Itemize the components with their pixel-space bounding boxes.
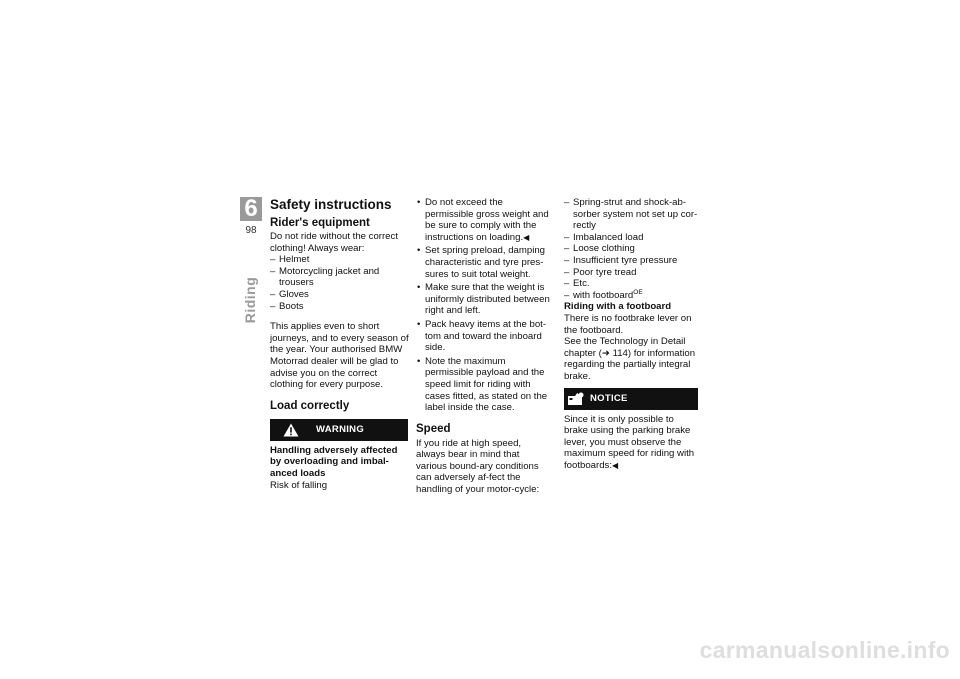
page-number: 98 [245,225,257,236]
riders-equipment-intro: Do not ride without the correct clothing! Always wear: [270,231,398,254]
riders-equipment-paragraph: This applies even to short journeys, and to every season of the year. Your authorised BMW Motorrad dealer will be glad to advise you on the correct clothing for every purpose. [270,321,409,391]
column-1 [270,197,410,491]
footboard-para2: See the Technology in Detail chapter (➜ 114) for information regarding the partially integral brake. [564,336,696,382]
end-marker-icon: ◀ [523,232,530,242]
notice-wrench-icon [566,389,586,409]
list-item: – Motorcycling jacket and trousers [270,266,410,289]
list-item: – Spring-strut and shock-ab-sorber system not set up cor-rectly [564,197,698,232]
list-item: – Gloves [270,289,410,301]
warning-text: Risk of falling [270,479,328,491]
list-item: • Pack heavy items at the bot-tom and toward the inboard side. [416,319,551,354]
page-reference-arrow-icon: ➜ [601,347,613,359]
list-item: – with footboard$^{OE}$ [564,290,698,302]
list-item: – Poor tyre tread [564,267,698,279]
load-heading: Load correctly [270,399,350,412]
footboard-heading: Riding with a footboard [564,301,672,313]
load-bullet-list [416,197,551,414]
watermark: carmanualsonline.info [699,637,950,663]
notice-box [564,388,698,410]
list-item: • Note the maximum permissible payload and the speed limit for riding with cases fitted, as stated on the label inside the case. [416,356,551,414]
warning-box [270,419,408,441]
speed-heading: Speed [416,422,451,435]
list-item: • Do not exceed the permissible gross weight and be sure to comply with the instructions on loading.◀ [416,197,551,243]
list-item: – Helmet [270,254,410,266]
list-item: – Imbalanced load [564,232,698,244]
riders-equipment-heading: Rider's equipment [270,217,370,229]
warning-title: Handling adversely affected by overloading and imbal-anced loads [270,444,398,479]
list-item: • Set spring preload, damping characteristic and tyre pres-sures to suit total weight. [416,245,551,280]
notice-text: Since it is only possible to brake using the parking brake lever, you must observe the maximum speed for riding with footboards:◀ [564,413,695,471]
list-item: – Etc. [564,278,698,290]
section-title: Safety instructions [270,197,392,212]
warning-triangle-icon [280,419,302,441]
page-reference[interactable]: 114 [612,347,628,359]
list-item: – Boots [270,301,410,313]
speed-conditions-list [564,197,698,290]
oe-marker: OE [633,288,643,296]
list-item: • Make sure that the weight is uniformly distributed between right and left. [416,282,551,317]
footboard-para1: There is no footbrake lever on the footboard. [564,312,692,336]
speed-text: If you ride at high speed, always bear in mind that various bound-ary conditions can adversely af-fect the handling of your motor-cycle: [416,437,540,496]
column-3 [564,197,698,471]
chapter-side-label: Riding [242,276,258,324]
list-item: – Insufficient tyre pressure [564,255,698,267]
column-2 [416,197,551,496]
list-item: – Loose clothing [564,243,698,255]
warning-label: WARNING [316,423,365,435]
option-note [564,290,698,302]
equipment-list [270,254,410,312]
notice-label: NOTICE [590,392,628,404]
end-marker-icon: ◀ [612,460,619,470]
chapter-number-box: 6 [240,197,262,221]
